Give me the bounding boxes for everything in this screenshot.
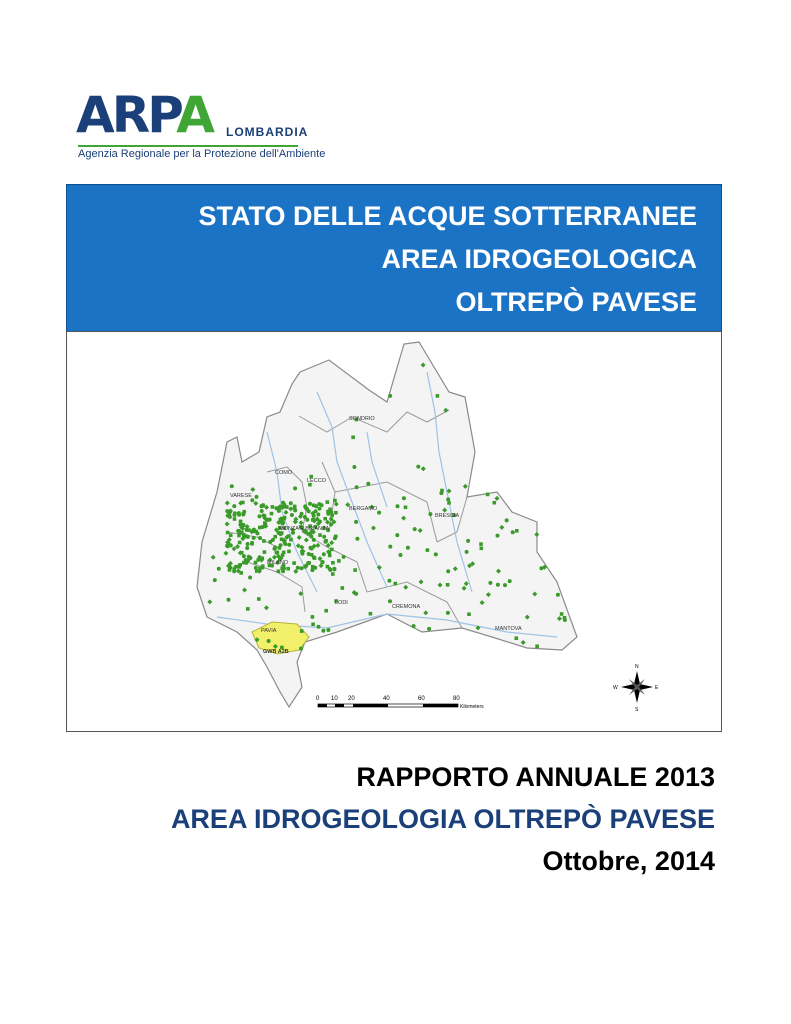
- monitoring-point: [560, 612, 564, 616]
- monitoring-point: [245, 546, 249, 550]
- monitoring-point: [257, 597, 261, 601]
- monitoring-point: [282, 551, 286, 555]
- scale-bar: [316, 696, 484, 710]
- logo-underline: [78, 145, 298, 147]
- monitoring-point: [228, 568, 232, 572]
- monitoring-point: [488, 581, 492, 585]
- scale-unit: Kilometers: [460, 704, 484, 710]
- monitoring-point: [326, 500, 330, 504]
- label-cremona: CREMONA: [392, 604, 421, 610]
- compass-rose-icon: [613, 664, 659, 713]
- monitoring-point: [311, 615, 315, 619]
- monitoring-point: [480, 547, 484, 551]
- monitoring-point: [326, 565, 330, 569]
- monitoring-point: [267, 639, 271, 643]
- monitoring-point: [289, 538, 293, 542]
- monitoring-point: [264, 523, 268, 527]
- monitoring-point: [515, 636, 519, 640]
- monitoring-point: [293, 486, 297, 490]
- monitoring-point: [563, 618, 567, 622]
- monitoring-point: [341, 586, 345, 590]
- monitoring-point: [282, 566, 286, 570]
- monitoring-point: [322, 552, 326, 556]
- monitoring-point: [273, 535, 277, 539]
- monitoring-point: [337, 559, 341, 563]
- monitoring-point: [263, 514, 267, 518]
- monitoring-point: [334, 534, 338, 538]
- monitoring-point: [318, 507, 322, 511]
- monitoring-point: [479, 542, 483, 546]
- monitoring-point: [262, 539, 266, 543]
- monitoring-point: [342, 555, 346, 559]
- label-mantova: MANTOVA: [495, 626, 522, 632]
- monitoring-point: [282, 516, 286, 520]
- monitoring-point: [270, 512, 274, 516]
- monitoring-point: [369, 612, 373, 616]
- monitoring-point: [466, 539, 470, 543]
- monitoring-point: [354, 592, 358, 596]
- monitoring-point: [248, 576, 252, 580]
- logo-region: LOMBARDIA: [226, 125, 309, 139]
- monitoring-point: [427, 627, 431, 631]
- monitoring-point: [412, 624, 416, 628]
- monitoring-point: [496, 583, 500, 587]
- monitoring-point: [508, 579, 512, 583]
- scale-tick-10: 10: [331, 696, 338, 702]
- monitoring-point: [226, 544, 230, 548]
- monitoring-point: [326, 510, 330, 514]
- monitoring-point: [293, 506, 297, 510]
- monitoring-point: [352, 465, 356, 469]
- monitoring-point: [330, 548, 334, 552]
- scale-tick-60: 60: [418, 696, 425, 702]
- monitoring-point: [242, 554, 246, 558]
- monitoring-point: [496, 534, 500, 538]
- scale-tick-20: 20: [348, 696, 355, 702]
- monitoring-point: [505, 518, 509, 522]
- monitoring-point: [394, 582, 398, 586]
- monitoring-point: [309, 535, 313, 539]
- report-title: RAPPORTO ANNUALE 2013: [356, 762, 715, 792]
- monitoring-point: [324, 609, 328, 613]
- monitoring-point: [241, 513, 245, 517]
- monitoring-point: [354, 520, 358, 524]
- label-milano: MILANO: [267, 560, 289, 566]
- monitoring-point: [311, 518, 315, 522]
- monitoring-point: [515, 529, 519, 533]
- monitoring-point: [256, 531, 260, 535]
- monitoring-point: [303, 515, 307, 519]
- monitoring-point: [334, 511, 338, 515]
- monitoring-point: [233, 517, 237, 521]
- monitoring-point: [289, 501, 293, 505]
- monitoring-point: [312, 514, 316, 518]
- monitoring-point: [279, 543, 283, 547]
- monitoring-point: [446, 611, 450, 615]
- logo-letters-main: ARP: [76, 86, 177, 144]
- monitoring-point: [261, 503, 265, 507]
- monitoring-point: [260, 509, 264, 513]
- monitoring-point: [388, 545, 392, 549]
- label-sondrio: SONDRIO: [349, 416, 375, 422]
- map-figure: [66, 331, 722, 732]
- monitoring-point: [486, 493, 490, 497]
- scale-tick-0: 0: [316, 696, 320, 702]
- label-brescia: BRESCIA: [435, 513, 460, 519]
- monitoring-point: [366, 482, 370, 486]
- monitoring-point: [281, 521, 285, 525]
- monitoring-point: [232, 504, 236, 508]
- monitoring-point: [447, 501, 451, 505]
- monitoring-point: [226, 514, 230, 518]
- monitoring-point: [227, 598, 231, 602]
- label-lecco: LECCO: [307, 478, 326, 484]
- monitoring-point: [246, 558, 250, 562]
- label-lodi: LODI: [335, 600, 348, 606]
- monitoring-point: [275, 506, 279, 510]
- monitoring-point: [254, 566, 258, 570]
- monitoring-point: [324, 539, 328, 543]
- monitoring-point: [467, 612, 471, 616]
- monitoring-point: [428, 512, 432, 516]
- monitoring-point: [252, 528, 256, 532]
- monitoring-point: [239, 520, 243, 524]
- monitoring-point: [229, 533, 233, 537]
- monitoring-point: [493, 501, 497, 505]
- label-gwb: GWB A2B: [263, 649, 289, 655]
- monitoring-point: [226, 531, 230, 535]
- monitoring-point: [312, 555, 316, 559]
- monitoring-point: [446, 583, 450, 587]
- monitoring-point: [237, 513, 241, 517]
- monitoring-point: [436, 394, 440, 398]
- monitoring-point: [355, 537, 359, 541]
- region-outline: [197, 342, 577, 707]
- title-banner: [66, 184, 722, 332]
- compass-w: W: [613, 685, 618, 691]
- monitoring-point: [312, 538, 316, 542]
- monitoring-point: [332, 567, 336, 571]
- monitoring-point: [217, 567, 221, 571]
- monitoring-point: [287, 543, 291, 547]
- monitoring-point: [246, 607, 250, 611]
- monitoring-point: [277, 570, 281, 574]
- monitoring-point: [286, 567, 290, 571]
- monitoring-point: [318, 533, 322, 537]
- logo-agency-name: Agenzia Regionale per la Protezione dell'Ambiente: [78, 148, 326, 160]
- label-monza: MONZA E BRIANZA: [279, 526, 330, 532]
- monitoring-point: [213, 578, 217, 582]
- monitoring-point: [406, 546, 410, 550]
- monitoring-point: [322, 535, 326, 539]
- monitoring-point: [266, 518, 270, 522]
- monitoring-point: [283, 542, 287, 546]
- monitoring-point: [321, 560, 325, 564]
- monitoring-point: [404, 506, 408, 510]
- monitoring-point: [314, 504, 318, 508]
- monitoring-point: [446, 497, 450, 501]
- monitoring-point: [387, 579, 391, 583]
- logo-letters-accent: A: [176, 86, 212, 144]
- monitoring-point: [377, 511, 381, 515]
- monitoring-point: [238, 541, 242, 545]
- monitoring-point: [292, 561, 296, 565]
- compass-n: N: [635, 664, 639, 670]
- monitoring-point: [232, 569, 236, 573]
- monitoring-point: [290, 513, 294, 517]
- title-line-1: STATO DELLE ACQUE SOTTERRANEE: [198, 201, 697, 231]
- monitoring-point: [247, 555, 251, 559]
- logo-letters: [76, 86, 212, 144]
- monitoring-point: [321, 629, 325, 633]
- monitoring-point: [261, 557, 265, 561]
- scale-tick-40: 40: [383, 696, 390, 702]
- label-pavia: PAVIA: [261, 628, 277, 634]
- monitoring-point: [299, 647, 303, 651]
- lombardy-map: [67, 332, 721, 731]
- monitoring-point: [388, 394, 392, 398]
- monitoring-point: [326, 628, 330, 632]
- compass-e: E: [655, 685, 659, 691]
- report-area: AREA IDROGEOLOGIA OLTREPÒ PAVESE: [170, 804, 715, 834]
- monitoring-point: [233, 511, 237, 515]
- monitoring-point: [311, 623, 315, 627]
- monitoring-point: [225, 509, 229, 513]
- monitoring-point: [396, 504, 400, 508]
- monitoring-point: [353, 568, 357, 572]
- monitoring-point: [355, 485, 359, 489]
- monitoring-point: [333, 499, 337, 503]
- monitoring-point: [287, 550, 291, 554]
- monitoring-point: [329, 517, 333, 521]
- monitoring-point: [237, 565, 241, 569]
- monitoring-point: [331, 572, 335, 576]
- monitoring-point: [285, 505, 289, 509]
- monitoring-point: [257, 558, 261, 562]
- monitoring-point: [331, 561, 335, 565]
- scale-tick-80: 80: [453, 696, 460, 702]
- monitoring-point: [230, 484, 234, 488]
- monitoring-point: [399, 553, 403, 557]
- monitoring-point: [388, 599, 392, 603]
- monitoring-point: [556, 593, 560, 597]
- monitoring-point: [313, 566, 317, 570]
- monitoring-point: [425, 548, 429, 552]
- monitoring-point: [275, 550, 279, 554]
- monitoring-point: [323, 517, 327, 521]
- monitoring-point: [307, 552, 311, 556]
- monitoring-point: [303, 504, 307, 508]
- monitoring-point: [247, 528, 251, 532]
- monitoring-point: [329, 510, 333, 514]
- monitoring-point: [263, 550, 267, 554]
- monitoring-point: [316, 513, 320, 517]
- monitoring-point: [261, 564, 265, 568]
- monitoring-point: [308, 502, 312, 506]
- monitoring-point: [434, 552, 438, 556]
- monitoring-point: [395, 533, 399, 537]
- monitoring-point: [511, 530, 515, 534]
- monitoring-point: [300, 629, 304, 633]
- monitoring-point: [258, 514, 262, 518]
- monitoring-point: [351, 436, 355, 440]
- compass-s: S: [635, 707, 639, 713]
- monitoring-point: [258, 536, 262, 540]
- monitoring-point: [329, 523, 333, 527]
- monitoring-point: [446, 569, 450, 573]
- monitoring-point: [416, 465, 420, 469]
- monitoring-point: [241, 501, 245, 505]
- monitoring-point: [252, 536, 256, 540]
- monitoring-point: [246, 542, 250, 546]
- monitoring-point: [402, 496, 406, 500]
- monitoring-point: [535, 645, 539, 649]
- title-line-3: OLTREPÒ PAVESE: [455, 287, 697, 317]
- monitoring-point: [303, 565, 307, 569]
- report-date: Ottobre, 2014: [542, 846, 715, 876]
- monitoring-point: [250, 542, 254, 546]
- monitoring-point: [255, 495, 259, 499]
- monitoring-point: [413, 527, 417, 531]
- monitoring-point: [440, 489, 444, 493]
- monitoring-point: [300, 566, 304, 570]
- monitoring-point: [317, 625, 321, 629]
- monitoring-point: [258, 526, 262, 530]
- monitoring-point: [268, 540, 272, 544]
- monitoring-point: [465, 550, 469, 554]
- label-bergamo: BERGAMO: [349, 506, 378, 512]
- label-como: COMO: [275, 470, 293, 476]
- title-line-2: AREA IDROGEOLOGICA: [381, 244, 697, 274]
- monitoring-point: [271, 505, 275, 509]
- monitoring-point: [296, 566, 300, 570]
- arpa-logo: [76, 86, 326, 170]
- monitoring-point: [503, 583, 507, 587]
- monitoring-point: [280, 538, 284, 542]
- label-varese: VARESE: [230, 493, 252, 499]
- monitoring-point: [240, 531, 244, 535]
